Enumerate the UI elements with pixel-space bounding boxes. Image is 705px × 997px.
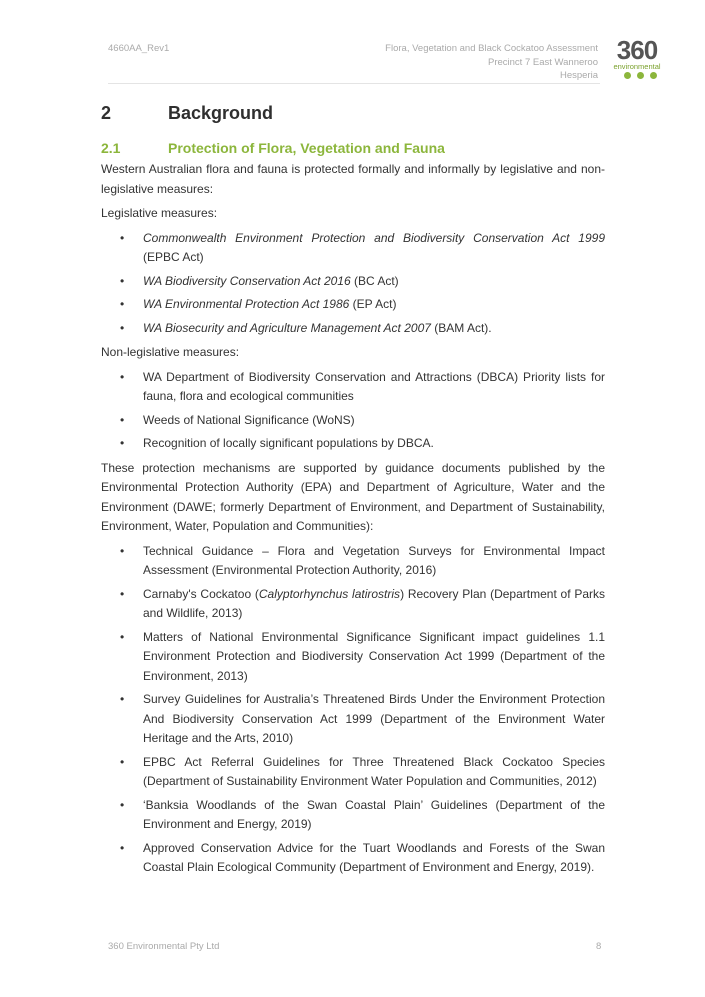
subsection-number: 2.1	[101, 140, 121, 156]
bullet-icon: •	[120, 436, 125, 450]
list-item	[101, 628, 605, 687]
act-abbr: (EPBC Act)	[143, 250, 204, 264]
guidance-paragraph: These protection mechanisms are supported by guidance documents published by the Environmental Protection Authority (EPA) and Department of Agriculture, Water and the Environment (DAWE; formerly Department of Environment, and Department of Sustainability, Environment, Water, Population and Communities):	[101, 460, 605, 533]
bullet-icon: •	[120, 369, 125, 384]
act-name: WA Biodiversity Conservation Act 2016	[143, 273, 351, 288]
bullet-icon: •	[120, 412, 125, 427]
list-item	[101, 411, 605, 431]
bullet-icon: •	[120, 586, 125, 601]
list-item	[101, 585, 605, 624]
bullet-icon: •	[120, 754, 125, 769]
list-item-text: Approved Conservation Advice for the Tuart Woodlands and Forests of the Swan Coastal Plain Ecological Community (Department of Environment and Energy, 2019).	[143, 840, 605, 874]
list-item-text: Matters of National Environmental Significance Significant impact guidelines 1.1 Environment Protection and Biodiversity Conservation Act 1999 (Department of the Environment, 2013)	[143, 629, 605, 683]
list-item-text: Technical Guidance – Flora and Vegetation Surveys for Environmental Impact Assessment (Environmental Protection Authority, 2016)	[143, 543, 605, 577]
list-item-text: Survey Guidelines for Australia’s Threatened Birds Under the Environment Protection And Biodiversity Conservation Act 1999 (Department of the Environment Water Heritage and the Arts, 2010)	[143, 692, 605, 745]
list-item	[101, 796, 605, 835]
bullet-icon: •	[120, 543, 125, 558]
legislative-heading: Legislative measures:	[101, 206, 218, 220]
header-divider	[108, 83, 600, 84]
list-item-text: Carnaby's Cockatoo (	[143, 586, 259, 601]
header-title-line: Flora, Vegetation and Black Cockatoo Assessment	[385, 43, 598, 54]
subsection-title: Protection of Flora, Vegetation and Fauna	[168, 140, 445, 156]
page-number: 8	[596, 941, 602, 952]
list-item	[101, 839, 605, 878]
logo-dots	[621, 72, 661, 80]
list-item	[101, 368, 605, 407]
species-name: Calyptorhynchus latirostris	[258, 586, 401, 601]
intro-paragraph: Western Australian flora and fauna is protected formally and informally by legislative and non-legislative measures:	[101, 162, 605, 196]
bullet-icon: •	[120, 692, 125, 706]
section-title: Background	[168, 103, 274, 123]
act-abbr: (EP Act)	[349, 297, 397, 311]
list-item-text: Recognition of locally significant populations by DBCA.	[143, 436, 434, 450]
act-name: WA Biosecurity and Agriculture Management Act 2007	[143, 320, 431, 335]
list-item	[101, 542, 605, 581]
logo-number: 360	[616, 35, 658, 65]
legislative-list	[101, 229, 605, 339]
company-logo	[604, 35, 672, 82]
bullet-icon: •	[120, 297, 125, 311]
act-abbr: (BAM Act).	[430, 320, 492, 335]
non-legislative-list	[101, 368, 605, 454]
list-item-text: ) Recovery Plan (Department of Parks and Wildlife, 2013)	[143, 586, 605, 620]
bullet-icon: •	[120, 797, 125, 812]
list-item-text: WA Department of Biodiversity Conservation and Attractions (DBCA) Priority lists for fauna, flora and ecological communities	[143, 369, 605, 403]
bullet-icon: •	[120, 320, 125, 335]
document-reference: 4660AA_Rev1	[108, 43, 170, 54]
list-item	[101, 229, 605, 268]
section-heading	[101, 100, 605, 126]
list-item	[101, 753, 605, 792]
list-item	[101, 295, 605, 315]
list-item	[101, 319, 605, 339]
list-item-text: Weeds of National Significance (WoNS)	[143, 412, 355, 427]
subsection-heading	[101, 137, 605, 159]
section-number: 2	[101, 103, 112, 123]
footer-company: 360 Environmental Pty Ltd	[108, 941, 220, 952]
act-name: WA Environmental Protection Act 1986	[143, 297, 350, 311]
list-item-text: EPBC Act Referral Guidelines for Three Threatened Black Cockatoo Species (Department of Sustainability Environment Water Population and Communities, 2012)	[143, 754, 605, 788]
header-title-line: Precinct 7 East Wanneroo	[487, 56, 598, 68]
bullet-icon: •	[120, 273, 125, 288]
bullet-icon: •	[120, 230, 125, 245]
list-item	[101, 434, 605, 454]
bullet-icon: •	[120, 840, 125, 855]
act-name: Commonwealth Environment Protection and Biodiversity Conservation Act 1999	[143, 230, 605, 245]
header-title	[385, 42, 598, 83]
page-content	[101, 100, 605, 883]
list-item	[101, 272, 605, 292]
logo-dot	[624, 72, 631, 79]
list-item	[101, 690, 605, 749]
logo-dot	[650, 72, 657, 79]
bullet-icon: •	[120, 629, 125, 644]
header-title-line: Hesperia	[559, 70, 598, 81]
logo-wordmark: environmental	[613, 62, 661, 71]
list-item-text: ‘Banksia Woodlands of the Swan Coastal Plain’ Guidelines (Department of the Environment and Energy, 2019)	[143, 797, 605, 831]
act-abbr: (BC Act)	[350, 273, 399, 288]
logo-dot	[637, 72, 644, 79]
guidance-list	[101, 542, 605, 878]
non-legislative-heading: Non-legislative measures:	[101, 345, 240, 359]
